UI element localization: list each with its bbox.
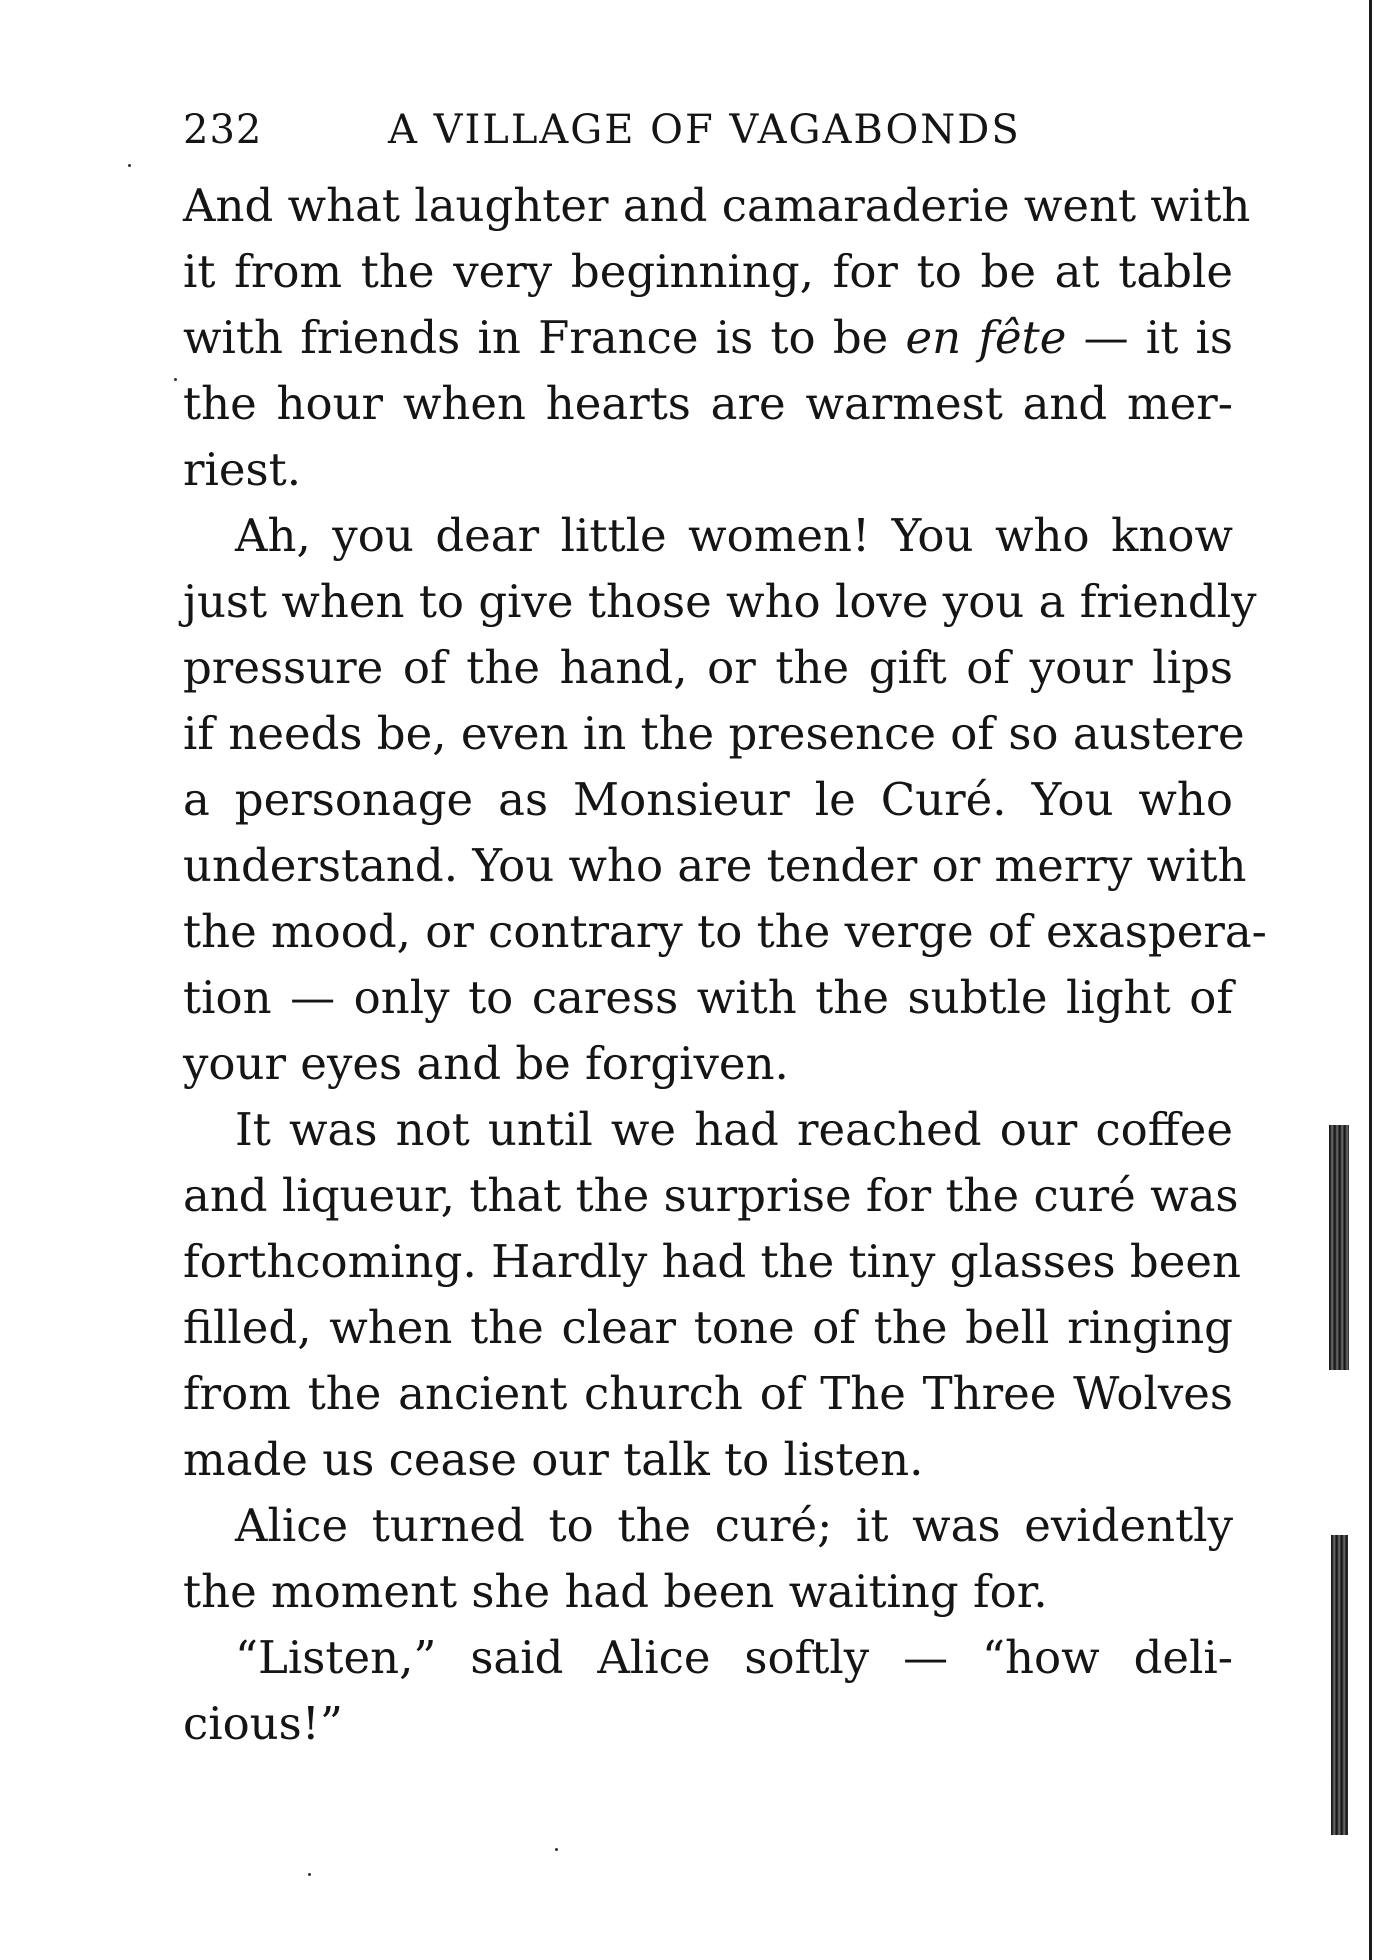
text-line: made us cease our talk to listen.: [183, 1433, 924, 1486]
text-line: the mood, or contrary to the verge of exaspera-: [183, 905, 1267, 958]
running-head: [183, 100, 1233, 160]
text-line: forthcoming. Hardly had the tiny glasses been: [183, 1235, 1241, 1288]
text-line: cious!”: [183, 1697, 343, 1750]
text-line: and liqueur, that the surprise for the curé was: [183, 1169, 1239, 1222]
show-through-mark: [1331, 1535, 1348, 1835]
text-line: your eyes and be forgiven.: [183, 1037, 789, 1090]
running-title: A VILLAGE OF VAGABONDS: [388, 107, 1021, 153]
text-line: the hour when hearts are warmest and mer-: [183, 377, 1233, 430]
text-line: it from the very beginning, for to be at table: [183, 245, 1233, 298]
body-text: [183, 173, 1267, 1757]
text-run: — it is: [1083, 311, 1233, 364]
text-line: if needs be, even in the presence of so austere: [183, 707, 1245, 760]
scan-speck: [128, 164, 131, 167]
text-line-with-emphasis: [183, 305, 1233, 371]
text-line: It was not until we had reached our coffee: [235, 1103, 1233, 1156]
text-line: a personage as Monsieur le Curé. You who: [183, 773, 1233, 826]
text-run: with friends in France is to be: [183, 311, 889, 364]
text-line: the moment she had been waiting for.: [183, 1565, 1048, 1618]
text-line: “Listen,” said Alice softly — “how deli-: [235, 1631, 1233, 1684]
scan-speck: [308, 1873, 311, 1876]
show-through-mark: [1329, 1125, 1349, 1370]
text-line: tion — only to caress with the subtle light of: [183, 971, 1233, 1024]
page-number: 232: [183, 107, 263, 153]
scan-speck: [174, 378, 177, 381]
scan-speck: [555, 1848, 558, 1851]
binding-edge-line: [1369, 0, 1372, 1960]
emphasis-en-fete: en fête: [905, 311, 1067, 364]
text-line: understand. You who are tender or merry with: [183, 839, 1247, 892]
text-line: riest.: [183, 443, 302, 496]
text-line: Alice turned to the curé; it was evidently: [235, 1499, 1233, 1552]
text-line: pressure of the hand, or the gift of your lips: [183, 641, 1233, 694]
text-line: just when to give those who love you a friendly: [183, 575, 1257, 628]
text-line: Ah, you dear little women! You who know: [235, 509, 1233, 562]
text-line: from the ancient church of The Three Wolves: [183, 1367, 1233, 1420]
text-line: filled, when the clear tone of the bell ringing: [183, 1301, 1233, 1354]
text-line: And what laughter and camaraderie went with: [183, 179, 1251, 232]
